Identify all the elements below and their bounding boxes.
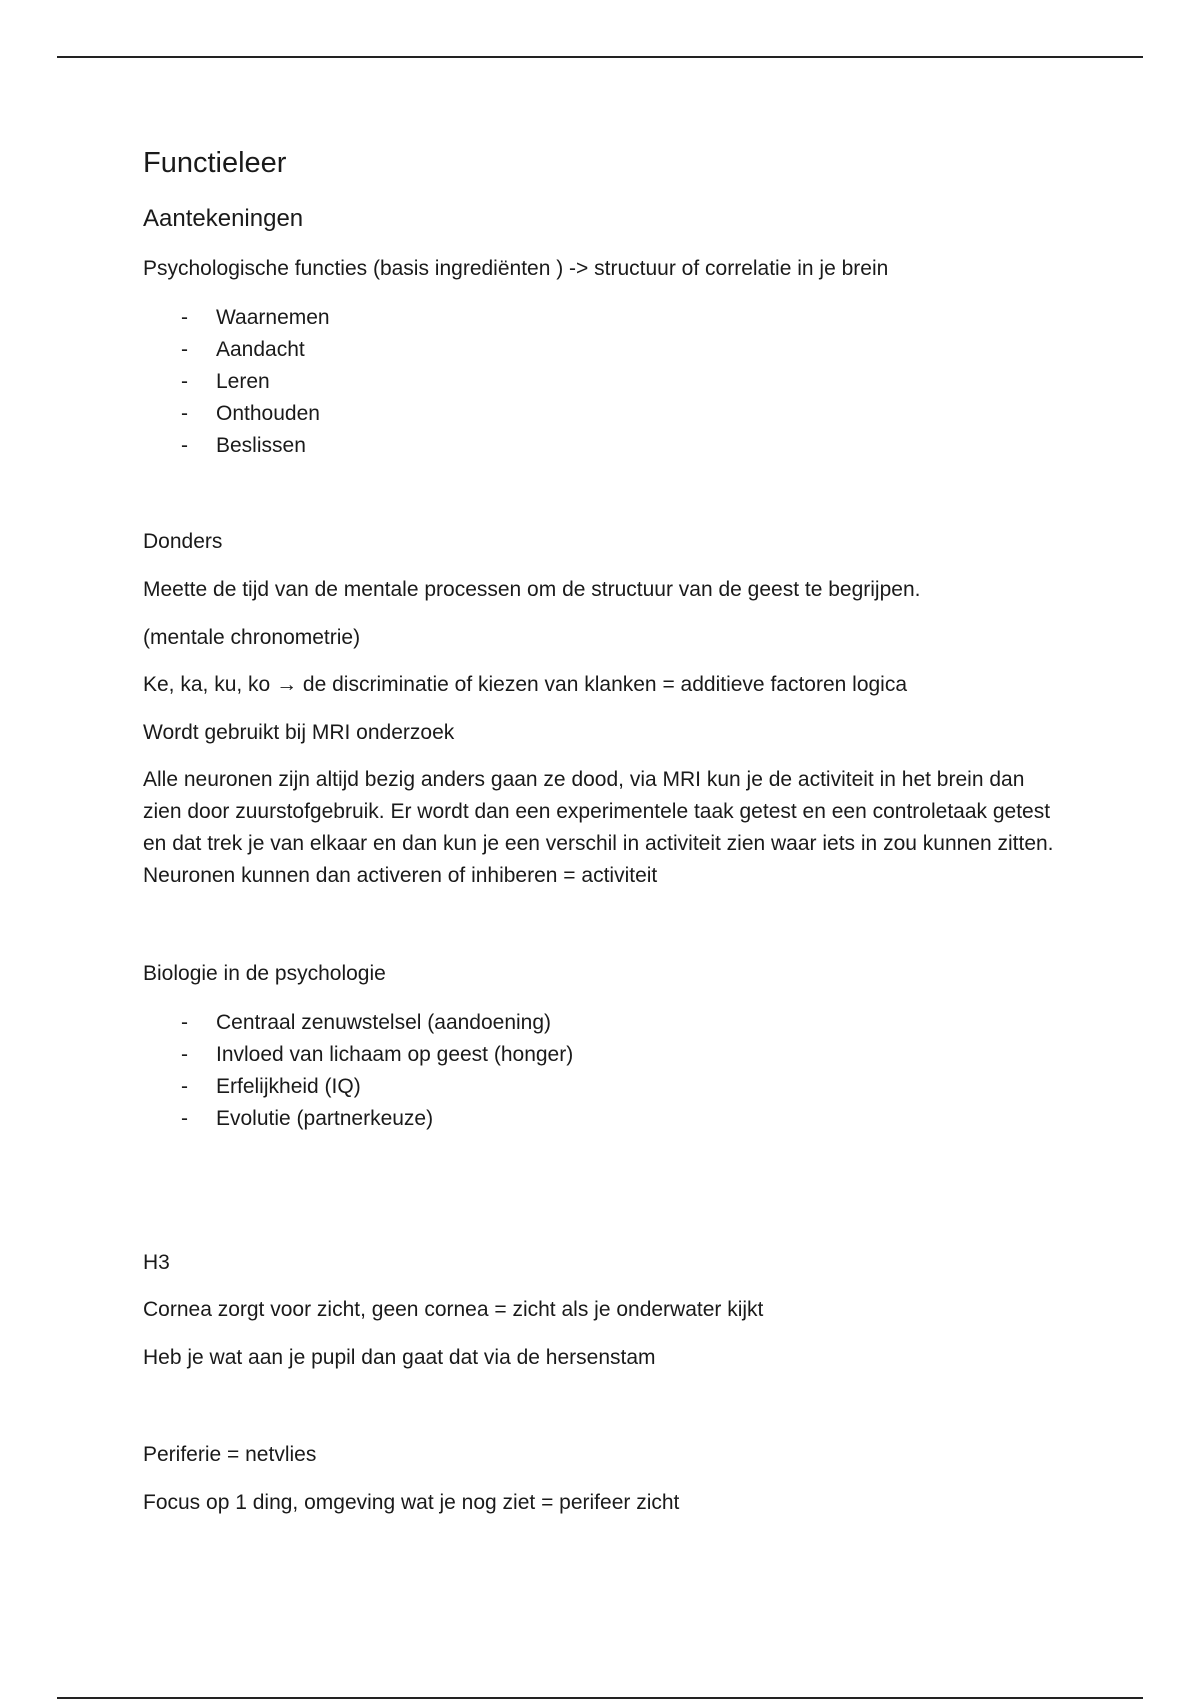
h3-heading: H3 <box>143 1251 170 1274</box>
list-dash: - <box>181 1075 188 1098</box>
page-footer-rule <box>57 1697 1143 1699</box>
donders-heading: Donders <box>143 530 223 553</box>
intro-line: Psychologische functies (basis ingrediënten ) -> structuur of correlatie in je brein <box>143 257 889 280</box>
h3-line-4: Focus op 1 ding, omgeving wat je nog ziet = perifeer zicht <box>143 1491 680 1514</box>
h3-line-2: Heb je wat aan je pupil dan gaat dat via de hersenstam <box>143 1346 656 1369</box>
list-dash: - <box>181 306 188 329</box>
document-title: Functieleer <box>143 147 287 179</box>
donders-line-2: (mentale chronometrie) <box>143 626 361 649</box>
document-subtitle: Aantekeningen <box>143 205 304 232</box>
list-dash: - <box>181 370 188 393</box>
h3-line-3: Periferie = netvlies <box>143 1443 317 1466</box>
list-dash: - <box>181 338 188 361</box>
page-header-rule <box>57 56 1143 58</box>
donders-line-1: Meette de tijd van de mentale processen om de structuur van de geest te begrijpen. <box>143 578 921 601</box>
list-dash: - <box>181 434 188 457</box>
donders-line-4: Wordt gebruikt bij MRI onderzoek <box>143 721 455 744</box>
list-dash: - <box>181 402 188 425</box>
h3-line-1: Cornea zorgt voor zicht, geen cornea = zicht als je onderwater kijkt <box>143 1298 764 1321</box>
donders-paragraph: Alle neuronen zijn altijd bezig anders gaan ze dood, via MRI kun je de activiteit in het brein dan zien door zuurstofgebruik. Er wordt dan een experimentele taak getest en een controletaak getest en dat trek je van elkaar en dan kun je een verschil in activiteit zien waar iets in zou kunnen zitten. Neuronen kunnen dan activeren of inhiberen = activiteit <box>143 768 1054 887</box>
biology-heading: Biologie in de psychologie <box>143 962 386 985</box>
list-dash: - <box>181 1107 188 1130</box>
list-dash: - <box>181 1043 188 1066</box>
right-arrow-icon: → <box>276 673 298 696</box>
donders-line-3: Ke, ka, ku, ko → de discriminatie of kiezen van klanken = additieve factoren logica <box>143 673 908 696</box>
list-dash: - <box>181 1011 188 1034</box>
